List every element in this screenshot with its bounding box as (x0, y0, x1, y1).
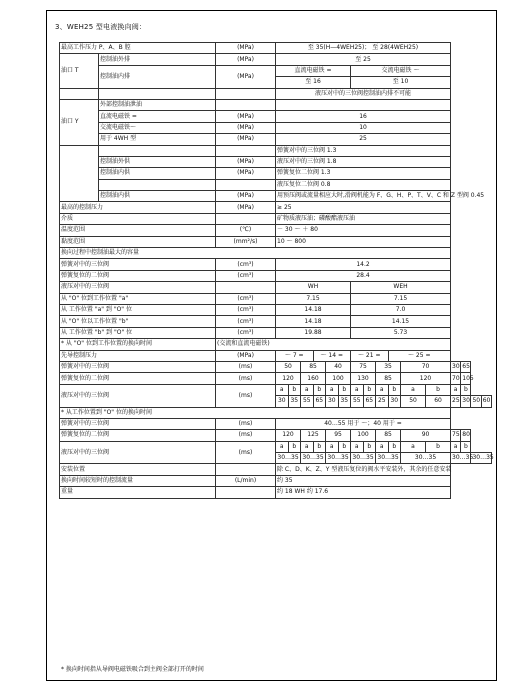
table-row (60, 350, 492, 361)
table-cell: 油口 Y (60, 99, 99, 145)
table-cell: b (313, 384, 326, 395)
table-row (60, 179, 492, 190)
table-row (60, 384, 492, 395)
table-cell (99, 179, 216, 190)
table-row (60, 361, 492, 372)
table-cell: 控制油内供 (99, 191, 216, 202)
table-cell: 液压对中的三位阀 (60, 282, 216, 293)
table-cell: 35 (288, 396, 301, 407)
table-cell: 120 (401, 373, 451, 384)
table-cell: 75 (351, 361, 376, 372)
table-cell: b (363, 384, 376, 395)
table-cell: 外部控制油泄油 (99, 99, 216, 110)
table-cell: 120 (276, 430, 301, 441)
table-cell (216, 282, 276, 293)
table-cell: ～ 21 = (351, 350, 389, 361)
table-cell: ～ 25 = (388, 350, 451, 361)
table-cell: 直流电磁铁 = (99, 111, 216, 122)
table-cell: (MPa) (216, 134, 276, 145)
table-cell: * 从 "O" 位到工作位置的换向时间 (60, 339, 216, 350)
table-cell: 50 (471, 396, 481, 407)
table-cell: 先导控制压力 (60, 350, 216, 361)
table-cell: 100 (351, 430, 376, 441)
table-cell: 160 (301, 373, 326, 384)
table-cell: 温度范围 (60, 225, 216, 236)
table-row (60, 248, 492, 259)
table-cell: 14.18 (276, 304, 351, 315)
table-cell: a (326, 384, 339, 395)
table-cell: 交流电磁铁 ～ (351, 65, 451, 76)
table-cell: 从 工作位置 "b" 到 "O" 位 (60, 327, 216, 338)
table-row (60, 236, 492, 247)
table-cell: 50 (401, 396, 426, 407)
table-cell: 14.15 (351, 316, 451, 327)
table-row (60, 430, 492, 441)
table-row (60, 282, 492, 293)
table-row (60, 270, 492, 281)
table-row (60, 65, 492, 76)
table-cell: 最高的控制压力 (60, 202, 216, 213)
table-cell (216, 464, 276, 475)
table-cell: b (426, 441, 451, 452)
table-cell: 30 (461, 396, 471, 407)
table-cell: (cm³) (216, 327, 276, 338)
table-cell: 弹簧复位的二位阀 (60, 373, 216, 384)
section-title: 3、WEH25 型电液换向阀： (55, 23, 147, 31)
table-cell (99, 145, 216, 156)
table-cell: 至 25 (276, 54, 451, 65)
table-cell: 30…35 (301, 453, 326, 464)
table-row (60, 327, 492, 338)
table-cell: 约 18 WH 约 17.6 (276, 487, 451, 498)
table-cell: 90 (401, 430, 451, 441)
table-cell: 交流电磁铁～ (99, 122, 216, 133)
table-cell: b (461, 441, 471, 452)
table-cell: 弹簧对中的三位阀 (60, 418, 216, 429)
table-row (60, 373, 492, 384)
table-cell: 最高工作压力 P、A、B 腔 (60, 43, 216, 54)
table-cell: (MPa) (216, 54, 276, 65)
table-cell: 25 (376, 396, 389, 407)
table-cell: a (351, 384, 364, 395)
table-row (60, 122, 492, 133)
table-row (60, 191, 492, 202)
table-row (60, 213, 492, 224)
table-cell: a (326, 441, 339, 452)
table-cell: a (451, 441, 461, 452)
table-cell: 弹簧复位的二位阀 (60, 430, 216, 441)
table-cell (60, 88, 99, 99)
table-row (60, 156, 492, 167)
table-row (60, 316, 492, 327)
table-cell: 14.18 (276, 316, 351, 327)
table-cell: 弹簧复位的二位阀 (60, 270, 216, 281)
table-cell: b (426, 384, 451, 395)
table-cell: 75 (451, 430, 461, 441)
table-cell: 30 (451, 361, 461, 372)
table-cell: (MPa) (216, 350, 276, 361)
table-cell: 油口 T (60, 54, 99, 88)
table-row (60, 88, 492, 99)
table-cell: 7.15 (276, 293, 351, 304)
table-row (60, 99, 492, 110)
table-cell (216, 88, 276, 99)
table-cell: 70 (451, 373, 461, 384)
table-cell: (MPa) (216, 191, 276, 202)
table-cell: 从 "O" 位到工作位置 "a" (60, 293, 216, 304)
table-cell: b (313, 441, 326, 452)
table-cell (216, 213, 276, 224)
table-cell: 28.4 (276, 270, 451, 281)
table-cell: 16 (276, 111, 451, 122)
table-cell: 控制油外排 (99, 54, 216, 65)
table-cell: ～ 7 = (276, 350, 314, 361)
table-cell: * 从工作位置到 "O" 位的换向时间 (60, 407, 451, 418)
table-cell: 重量 (60, 487, 216, 498)
table-cell: b (288, 441, 301, 452)
table-cell: (cm³) (216, 316, 276, 327)
table-cell: a (276, 384, 289, 395)
table-cell: 85 (376, 430, 401, 441)
table-cell: 60 (481, 396, 491, 407)
table-row (60, 134, 492, 145)
table-cell: 用预压阀或流量相应大时,滑阀机能为 F、G、H、P、T、V、C 和 Z 型阀 0.45 (276, 191, 451, 202)
table-cell: b (338, 384, 351, 395)
table-cell: (ms) (216, 430, 276, 441)
table-cell: 至 10 (351, 77, 451, 88)
table-cell: 65 (313, 396, 326, 407)
table-cell: 控制油内供 (99, 168, 216, 179)
table-cell: 50 (276, 361, 301, 372)
table-cell: (MPa) (216, 111, 276, 122)
table-cell: － 30 ～ ＋ 80 (276, 225, 451, 236)
table-row (60, 43, 492, 54)
table-cell: 至 16 (276, 77, 351, 88)
table-cell: b (461, 384, 471, 395)
table-row (60, 464, 492, 475)
table-cell: (cm³) (216, 270, 276, 281)
table-cell: (cm³) (216, 293, 276, 304)
table-cell: (L/min) (216, 475, 276, 486)
table-cell: 至 35(H—4WEH25)； 至 28(4WEH25) (276, 43, 451, 54)
table-cell: a (401, 441, 426, 452)
table-cell: 85 (376, 373, 401, 384)
table-cell: ～ 14 = (313, 350, 351, 361)
table-cell: 55 (351, 396, 364, 407)
table-row (60, 225, 492, 236)
table-cell: 30 (326, 396, 339, 407)
table-cell: 5.73 (351, 327, 451, 338)
table-cell: 弹簧对中的三位阀 1.3 (276, 145, 451, 156)
footnote: * 换向时间指从导阀电磁铁吸合到主阀全部打开的时间 (61, 666, 204, 673)
table-cell: 80 (461, 430, 471, 441)
table-row (60, 259, 492, 270)
table-cell: (MPa) (216, 43, 276, 54)
table-cell: (MPa) (216, 156, 276, 167)
table-cell: (cm³) (216, 304, 276, 315)
table-cell: 85 (301, 361, 326, 372)
table-cell: 弹簧对中的三位阀 (60, 259, 216, 270)
table-cell: ≥ 25 (276, 202, 451, 213)
table-row (60, 441, 492, 452)
table-cell: 矿物质液压油；磷酸酯液压油 (276, 213, 451, 224)
table-cell: 30…35 (451, 453, 471, 464)
table-cell: (ms) (216, 361, 276, 372)
table-cell: 用于 4WH 型 (99, 134, 216, 145)
table-cell: 7.0 (351, 304, 451, 315)
table-cell: 直流电磁铁 = (276, 65, 351, 76)
table-cell: 控制油外供 (99, 156, 216, 167)
table-cell: 65 (461, 361, 471, 372)
table-cell: 19.88 (276, 327, 351, 338)
table-cell: 120 (276, 373, 301, 384)
table-cell: 30 (388, 396, 401, 407)
table-cell: 从 "O" 位以工作位置 "b" (60, 316, 216, 327)
table-cell: 40…55 用于 ～；40 用于 = (276, 418, 451, 429)
table-cell: 105 (461, 373, 471, 384)
table-cell: a (301, 441, 314, 452)
table-cell: 35 (376, 361, 401, 372)
table-cell: 30…35 (401, 453, 451, 464)
table-cell: 14.2 (276, 259, 451, 270)
table-cell: b (388, 384, 401, 395)
table-cell: (MPa) (216, 168, 276, 179)
table-cell: b (363, 441, 376, 452)
table-cell: 30…35 (351, 453, 376, 464)
table-row (60, 407, 492, 418)
table-row (60, 487, 492, 498)
table-cell: 40 (326, 361, 351, 372)
table-cell: 55 (301, 396, 314, 407)
table-cell: a (401, 384, 426, 395)
table-row (60, 475, 492, 486)
table-cell: 30 (276, 396, 289, 407)
table-cell: 液压对中的三位阀 1.8 (276, 156, 451, 167)
table-cell: 从 工作位置 "a" 到 "O" 位 (60, 304, 216, 315)
table-cell: (℃) (216, 225, 276, 236)
table-row (60, 293, 492, 304)
table-row (60, 54, 492, 65)
table-cell: (MPa) (216, 202, 276, 213)
table-row (60, 418, 492, 429)
table-cell: 安装位置 (60, 464, 216, 475)
table-cell: 液压复位二位阀 0.8 (276, 179, 451, 190)
table-cell: (交流和直流电磁铁) (216, 339, 451, 350)
table-cell: 65 (363, 396, 376, 407)
table-row (60, 339, 492, 350)
table-cell: 125 (301, 430, 326, 441)
table-cell: (cm³) (216, 259, 276, 270)
table-cell: a (376, 384, 389, 395)
table-cell: 130 (351, 373, 376, 384)
table-cell: 弹簧复位二位阀 1.3 (276, 168, 451, 179)
table-cell: 30…35 (471, 453, 492, 464)
table-cell: (ms) (216, 441, 276, 464)
table-cell: (ms) (216, 384, 276, 407)
table-row (60, 202, 492, 213)
table-cell: (MPa) (216, 122, 276, 133)
table-cell: 10 ～ 800 (276, 236, 451, 247)
table-cell (216, 99, 276, 110)
table-row (60, 145, 492, 156)
table-cell: (ms) (216, 418, 276, 429)
table-cell: 30…35 (326, 453, 351, 464)
table-cell: 25 (451, 396, 461, 407)
table-row (60, 304, 492, 315)
table-cell: a (276, 441, 289, 452)
table-cell: 约 35 (276, 475, 451, 486)
table-cell: b (288, 384, 301, 395)
table-cell: WEH (351, 282, 451, 293)
table-row (60, 168, 492, 179)
table-cell: (mm²/s) (216, 236, 276, 247)
table-cell: 100 (326, 373, 351, 384)
table-cell: a (376, 441, 389, 452)
table-cell: 黏度范围 (60, 236, 216, 247)
table-cell (60, 145, 99, 202)
table-cell: 30…35 (276, 453, 301, 464)
table-cell: 液压对中的三位阀控制油内排不可能 (276, 88, 451, 99)
table-cell: 除 C、D、K、Z、Y 型液压复位的阀水平安装外，其余的任意安装 (276, 464, 451, 475)
table-cell: 7.15 (351, 293, 451, 304)
table-cell: 控制油内排 (99, 65, 216, 88)
spec-table (59, 42, 492, 499)
table-cell (216, 487, 276, 498)
table-cell: a (351, 441, 364, 452)
table-cell: 换向过程中控制油最大的容量 (60, 248, 451, 259)
table-cell: 换向时间较短时的控制流量 (60, 475, 216, 486)
table-row (60, 111, 492, 122)
table-cell (276, 99, 451, 110)
document-page (46, 10, 497, 681)
table-cell (99, 88, 216, 99)
table-cell: b (338, 441, 351, 452)
table-cell: 液压对中的三位阀 (60, 441, 216, 464)
table-cell: 介质 (60, 213, 216, 224)
table-cell (216, 145, 276, 156)
table-cell: 10 (276, 122, 451, 133)
table-cell: 30…35 (376, 453, 401, 464)
table-cell: b (388, 441, 401, 452)
table-cell (216, 179, 276, 190)
table-cell: 液压对中的三位阀 (60, 384, 216, 407)
table-cell: (MPa) (216, 65, 276, 88)
table-cell: 95 (326, 430, 351, 441)
table-cell: 70 (401, 361, 451, 372)
table-cell: WH (276, 282, 351, 293)
table-cell: 弹簧对中的三位阀 (60, 361, 216, 372)
table-cell: a (301, 384, 314, 395)
table-cell: a (451, 384, 461, 395)
table-cell: (ms) (216, 373, 276, 384)
table-cell: 25 (276, 134, 451, 145)
table-cell: 35 (338, 396, 351, 407)
table-cell: 60 (426, 396, 451, 407)
